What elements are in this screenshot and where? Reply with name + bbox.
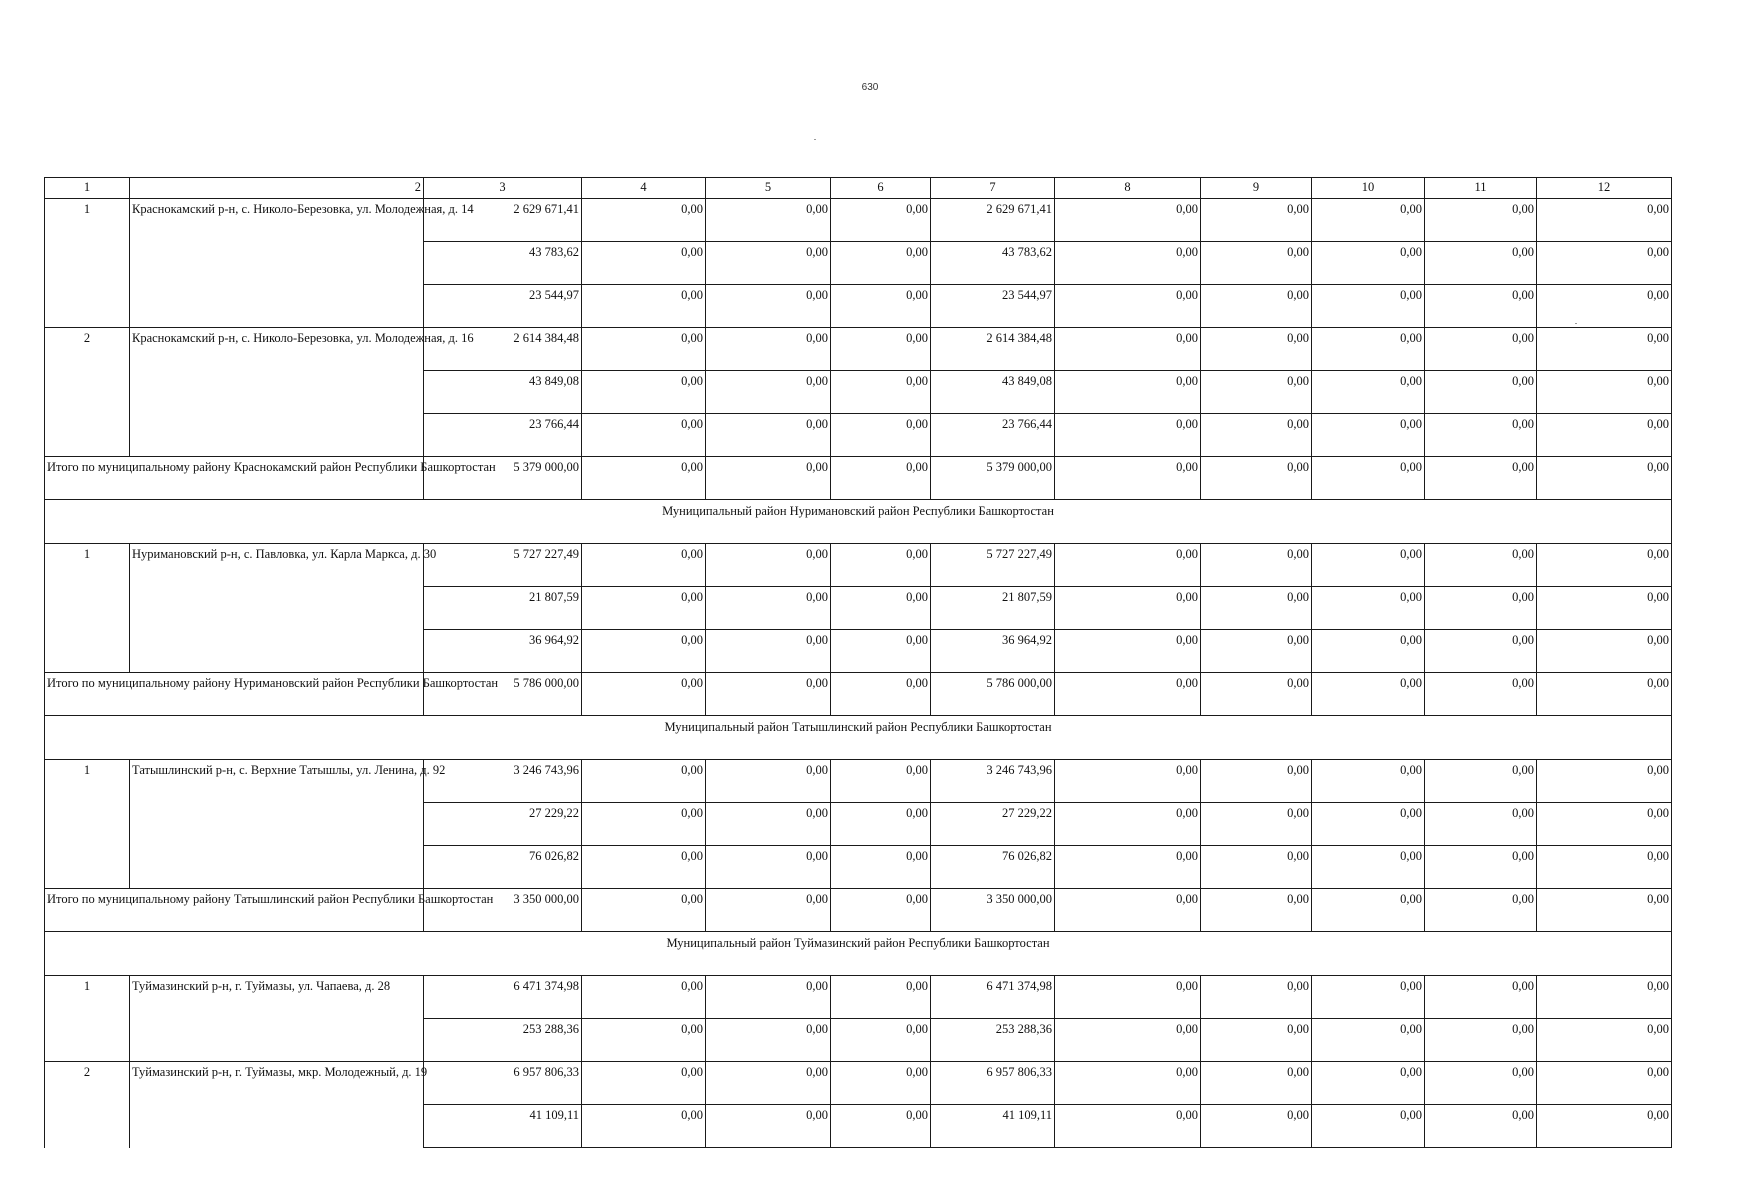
value-cell: 0,00 xyxy=(1312,285,1425,328)
value-cell: 0,00 xyxy=(831,328,931,371)
data-row xyxy=(45,328,1672,371)
row-number: 2 xyxy=(45,1062,130,1148)
total-value: 0,00 xyxy=(1425,457,1537,500)
value-cell: 0,00 xyxy=(1537,1019,1672,1062)
value-cell: 0,00 xyxy=(1055,371,1201,414)
value-cell: 6 471 374,98 xyxy=(424,976,582,1019)
address-cell: Татышлинский р-н, с. Верхние Татышлы, ул. Ленина, д. 92 xyxy=(130,760,424,889)
value-cell: 0,00 xyxy=(706,846,831,889)
section-header-row xyxy=(45,500,1672,544)
value-cell: 0,00 xyxy=(831,1105,931,1148)
value-cell: 21 807,59 xyxy=(931,587,1055,630)
value-cell: 5 727 227,49 xyxy=(931,544,1055,587)
data-row xyxy=(45,199,1672,242)
value-cell: 0,00 xyxy=(1201,199,1312,242)
value-cell: 43 849,08 xyxy=(931,371,1055,414)
value-cell: 0,00 xyxy=(1537,587,1672,630)
value-cell: 0,00 xyxy=(1201,1019,1312,1062)
value-cell: 0,00 xyxy=(582,846,706,889)
scan-speck xyxy=(814,139,816,140)
section-header-row xyxy=(45,932,1672,976)
total-value: 0,00 xyxy=(1201,673,1312,716)
total-row xyxy=(45,457,1672,500)
value-cell: 0,00 xyxy=(1312,803,1425,846)
value-cell: 0,00 xyxy=(831,242,931,285)
total-row xyxy=(45,889,1672,932)
value-cell: 0,00 xyxy=(582,587,706,630)
value-cell: 2 614 384,48 xyxy=(424,328,582,371)
value-cell: 0,00 xyxy=(582,760,706,803)
value-cell: 0,00 xyxy=(1201,328,1312,371)
value-cell: 0,00 xyxy=(1201,544,1312,587)
value-cell: 0,00 xyxy=(1201,1105,1312,1148)
value-cell: 0,00 xyxy=(1425,803,1537,846)
total-value: 0,00 xyxy=(1537,457,1672,500)
value-cell: 27 229,22 xyxy=(931,803,1055,846)
value-cell: 0,00 xyxy=(1312,846,1425,889)
value-cell: 0,00 xyxy=(706,760,831,803)
value-cell: 0,00 xyxy=(1537,976,1672,1019)
total-value: 0,00 xyxy=(1055,673,1201,716)
value-cell: 0,00 xyxy=(706,1062,831,1105)
column-header: 5 xyxy=(706,178,831,199)
value-cell: 0,00 xyxy=(706,1019,831,1062)
section-title: Муниципальный район Татышлинский район Республики Башкортостан xyxy=(45,716,1672,760)
value-cell: 0,00 xyxy=(1425,1105,1537,1148)
value-cell: 0,00 xyxy=(831,760,931,803)
value-cell: 0,00 xyxy=(1425,1062,1537,1105)
row-number: 1 xyxy=(45,199,130,328)
value-cell: 0,00 xyxy=(1425,760,1537,803)
value-cell: 0,00 xyxy=(1312,1062,1425,1105)
column-header: 3 xyxy=(424,178,582,199)
value-cell: 2 629 671,41 xyxy=(424,199,582,242)
value-cell: 0,00 xyxy=(1312,1019,1425,1062)
table-body xyxy=(45,178,1672,1148)
value-cell: 0,00 xyxy=(1312,199,1425,242)
total-value: 0,00 xyxy=(1425,673,1537,716)
total-value: 3 350 000,00 xyxy=(424,889,582,932)
value-cell: 0,00 xyxy=(1537,803,1672,846)
value-cell: 0,00 xyxy=(1537,285,1672,328)
value-cell: 0,00 xyxy=(582,414,706,457)
value-cell: 0,00 xyxy=(1055,285,1201,328)
value-cell: 0,00 xyxy=(1055,199,1201,242)
column-header: 8 xyxy=(1055,178,1201,199)
value-cell: 0,00 xyxy=(831,587,931,630)
value-cell: 0,00 xyxy=(831,371,931,414)
value-cell: 0,00 xyxy=(1201,630,1312,673)
data-row xyxy=(45,760,1672,803)
value-cell: 0,00 xyxy=(1312,1105,1425,1148)
value-cell: 0,00 xyxy=(582,371,706,414)
row-number: 2 xyxy=(45,328,130,457)
total-value: 0,00 xyxy=(1055,889,1201,932)
value-cell: 0,00 xyxy=(1312,630,1425,673)
value-cell: 0,00 xyxy=(1201,414,1312,457)
value-cell: 0,00 xyxy=(1055,1105,1201,1148)
value-cell: 0,00 xyxy=(1201,760,1312,803)
value-cell: 0,00 xyxy=(1201,285,1312,328)
value-cell: 0,00 xyxy=(1055,1019,1201,1062)
value-cell: 0,00 xyxy=(1055,1062,1201,1105)
value-cell: 21 807,59 xyxy=(424,587,582,630)
value-cell: 0,00 xyxy=(1425,414,1537,457)
value-cell: 6 957 806,33 xyxy=(424,1062,582,1105)
total-value: 0,00 xyxy=(1537,889,1672,932)
value-cell: 0,00 xyxy=(1537,846,1672,889)
value-cell: 0,00 xyxy=(706,414,831,457)
address-cell: Краснокамский р-н, с. Николо-Березовка, ул. Молодежная, д. 14 xyxy=(130,199,424,328)
address-cell: Туймазинский р-н, г. Туймазы, ул. Чапаева, д. 28 xyxy=(130,976,424,1062)
value-cell: 43 849,08 xyxy=(424,371,582,414)
value-cell: 0,00 xyxy=(1312,760,1425,803)
total-value: 0,00 xyxy=(1312,673,1425,716)
total-value: 0,00 xyxy=(1201,889,1312,932)
value-cell: 0,00 xyxy=(1055,587,1201,630)
value-cell: 0,00 xyxy=(1055,630,1201,673)
value-cell: 76 026,82 xyxy=(931,846,1055,889)
value-cell: 0,00 xyxy=(1537,544,1672,587)
column-header: 4 xyxy=(582,178,706,199)
value-cell: 0,00 xyxy=(1537,328,1672,371)
value-cell: 0,00 xyxy=(1201,371,1312,414)
value-cell: 0,00 xyxy=(1425,242,1537,285)
value-cell: 0,00 xyxy=(1201,803,1312,846)
value-cell: 0,00 xyxy=(1312,328,1425,371)
value-cell: 0,00 xyxy=(1537,1062,1672,1105)
value-cell: 0,00 xyxy=(582,1062,706,1105)
address-cell: Туймазинский р-н, г. Туймазы, мкр. Молодежный, д. 19 xyxy=(130,1062,424,1148)
value-cell: 0,00 xyxy=(1537,760,1672,803)
total-value: 3 350 000,00 xyxy=(931,889,1055,932)
column-header: 1 xyxy=(45,178,130,199)
column-header: 12 xyxy=(1537,178,1672,199)
value-cell: 0,00 xyxy=(1537,371,1672,414)
value-cell: 0,00 xyxy=(831,976,931,1019)
column-header: 6 xyxy=(831,178,931,199)
value-cell: 0,00 xyxy=(1425,371,1537,414)
value-cell: 0,00 xyxy=(831,630,931,673)
address-cell: Нуримановский р-н, с. Павловка, ул. Карла Маркса, д. 30 xyxy=(130,544,424,673)
value-cell: 0,00 xyxy=(1425,199,1537,242)
value-cell: 76 026,82 xyxy=(424,846,582,889)
value-cell: 0,00 xyxy=(706,328,831,371)
data-row xyxy=(45,1062,1672,1105)
value-cell: 0,00 xyxy=(1425,544,1537,587)
value-cell: 0,00 xyxy=(1201,976,1312,1019)
total-label: Итого по муниципальному району Татышлинский район Республики Башкортостан xyxy=(45,889,424,932)
value-cell: 0,00 xyxy=(1537,414,1672,457)
value-cell: 0,00 xyxy=(582,1019,706,1062)
total-value: 0,00 xyxy=(1201,457,1312,500)
column-header: 11 xyxy=(1425,178,1537,199)
value-cell: 0,00 xyxy=(582,1105,706,1148)
value-cell: 0,00 xyxy=(1425,587,1537,630)
value-cell: 0,00 xyxy=(582,976,706,1019)
value-cell: 0,00 xyxy=(831,846,931,889)
row-number: 1 xyxy=(45,760,130,889)
value-cell: 0,00 xyxy=(582,803,706,846)
value-cell: 0,00 xyxy=(1201,242,1312,285)
total-value: 0,00 xyxy=(1537,673,1672,716)
value-cell: 6 471 374,98 xyxy=(931,976,1055,1019)
value-cell: 0,00 xyxy=(706,242,831,285)
total-value: 0,00 xyxy=(831,457,931,500)
total-value: 5 379 000,00 xyxy=(931,457,1055,500)
value-cell: 0,00 xyxy=(1055,544,1201,587)
column-header: 2 xyxy=(130,178,424,199)
value-cell: 41 109,11 xyxy=(931,1105,1055,1148)
value-cell: 23 766,44 xyxy=(424,414,582,457)
total-value: 0,00 xyxy=(582,889,706,932)
value-cell: 0,00 xyxy=(1425,630,1537,673)
value-cell: 0,00 xyxy=(1425,846,1537,889)
value-cell: 0,00 xyxy=(1055,846,1201,889)
value-cell: 5 727 227,49 xyxy=(424,544,582,587)
value-cell: 0,00 xyxy=(831,544,931,587)
value-cell: 41 109,11 xyxy=(424,1105,582,1148)
column-header: 10 xyxy=(1312,178,1425,199)
value-cell: 0,00 xyxy=(706,1105,831,1148)
total-label: Итого по муниципальному району Нуримановский район Республики Башкортостан xyxy=(45,673,424,716)
column-header: 7 xyxy=(931,178,1055,199)
value-cell: 0,00 xyxy=(831,414,931,457)
value-cell: 23 544,97 xyxy=(931,285,1055,328)
total-value: 0,00 xyxy=(831,889,931,932)
value-cell: 253 288,36 xyxy=(931,1019,1055,1062)
value-cell: 0,00 xyxy=(706,630,831,673)
address-cell: Краснокамский р-н, с. Николо-Березовка, ул. Молодежная, д. 16 xyxy=(130,328,424,457)
total-value: 0,00 xyxy=(706,673,831,716)
total-value: 0,00 xyxy=(1312,457,1425,500)
value-cell: 0,00 xyxy=(831,199,931,242)
value-cell: 0,00 xyxy=(1055,414,1201,457)
value-cell: 36 964,92 xyxy=(931,630,1055,673)
column-header-row xyxy=(45,178,1672,199)
value-cell: 0,00 xyxy=(582,242,706,285)
value-cell: 0,00 xyxy=(1312,371,1425,414)
value-cell: 0,00 xyxy=(582,328,706,371)
value-cell: 0,00 xyxy=(831,1019,931,1062)
value-cell: 6 957 806,33 xyxy=(931,1062,1055,1105)
total-value: 5 786 000,00 xyxy=(931,673,1055,716)
value-cell: 0,00 xyxy=(1201,846,1312,889)
value-cell: 0,00 xyxy=(1425,976,1537,1019)
row-number: 1 xyxy=(45,976,130,1062)
total-value: 0,00 xyxy=(1425,889,1537,932)
section-header-row xyxy=(45,716,1672,760)
value-cell: 0,00 xyxy=(706,544,831,587)
value-cell: 3 246 743,96 xyxy=(931,760,1055,803)
value-cell: 0,00 xyxy=(1537,1105,1672,1148)
value-cell: 0,00 xyxy=(1312,414,1425,457)
value-cell: 43 783,62 xyxy=(424,242,582,285)
value-cell: 0,00 xyxy=(1201,1062,1312,1105)
column-header: 9 xyxy=(1201,178,1312,199)
value-cell: 0,00 xyxy=(582,630,706,673)
total-value: 0,00 xyxy=(582,457,706,500)
value-cell: 0,00 xyxy=(1537,199,1672,242)
value-cell: 0,00 xyxy=(1312,976,1425,1019)
value-cell: 0,00 xyxy=(831,1062,931,1105)
value-cell: 0,00 xyxy=(1312,587,1425,630)
total-row xyxy=(45,673,1672,716)
value-cell: 0,00 xyxy=(1312,242,1425,285)
section-title: Муниципальный район Туймазинский район Республики Башкортостан xyxy=(45,932,1672,976)
page-number: 630 xyxy=(861,82,879,93)
value-cell: 0,00 xyxy=(1425,1019,1537,1062)
value-cell: 0,00 xyxy=(1425,328,1537,371)
value-cell: 23 766,44 xyxy=(931,414,1055,457)
value-cell: 0,00 xyxy=(706,976,831,1019)
value-cell: 0,00 xyxy=(1055,328,1201,371)
value-cell: 0,00 xyxy=(1537,630,1672,673)
value-cell: 2 614 384,48 xyxy=(931,328,1055,371)
row-number: 1 xyxy=(45,544,130,673)
total-value: 0,00 xyxy=(706,457,831,500)
value-cell: 253 288,36 xyxy=(424,1019,582,1062)
value-cell: 0,00 xyxy=(1537,242,1672,285)
value-cell: 0,00 xyxy=(1055,242,1201,285)
value-cell: 0,00 xyxy=(582,199,706,242)
value-cell: 0,00 xyxy=(706,587,831,630)
total-value: 0,00 xyxy=(1055,457,1201,500)
total-value: 0,00 xyxy=(706,889,831,932)
total-value: 0,00 xyxy=(582,673,706,716)
value-cell: 0,00 xyxy=(1201,587,1312,630)
value-cell: 0,00 xyxy=(1055,803,1201,846)
value-cell: 23 544,97 xyxy=(424,285,582,328)
value-cell: 0,00 xyxy=(706,371,831,414)
value-cell: 43 783,62 xyxy=(931,242,1055,285)
value-cell: 0,00 xyxy=(706,803,831,846)
total-value: 0,00 xyxy=(1312,889,1425,932)
value-cell: 36 964,92 xyxy=(424,630,582,673)
value-cell: 3 246 743,96 xyxy=(424,760,582,803)
data-row xyxy=(45,976,1672,1019)
total-value: 5 379 000,00 xyxy=(424,457,582,500)
value-cell: 0,00 xyxy=(706,199,831,242)
budget-table xyxy=(44,177,1672,1148)
value-cell: 0,00 xyxy=(582,544,706,587)
data-row xyxy=(45,544,1672,587)
value-cell: 0,00 xyxy=(582,285,706,328)
value-cell: 27 229,22 xyxy=(424,803,582,846)
total-value: 0,00 xyxy=(831,673,931,716)
value-cell: 0,00 xyxy=(1055,976,1201,1019)
value-cell: 0,00 xyxy=(1055,760,1201,803)
section-title: Муниципальный район Нуримановский район Республики Башкортостан xyxy=(45,500,1672,544)
total-label: Итого по муниципальному району Краснокамский район Республики Башкортостан xyxy=(45,457,424,500)
value-cell: 0,00 xyxy=(1425,285,1537,328)
value-cell: 0,00 xyxy=(706,285,831,328)
value-cell: 0,00 xyxy=(831,803,931,846)
value-cell: 0,00 xyxy=(831,285,931,328)
total-value: 5 786 000,00 xyxy=(424,673,582,716)
value-cell: 0,00 xyxy=(1312,544,1425,587)
value-cell: 2 629 671,41 xyxy=(931,199,1055,242)
